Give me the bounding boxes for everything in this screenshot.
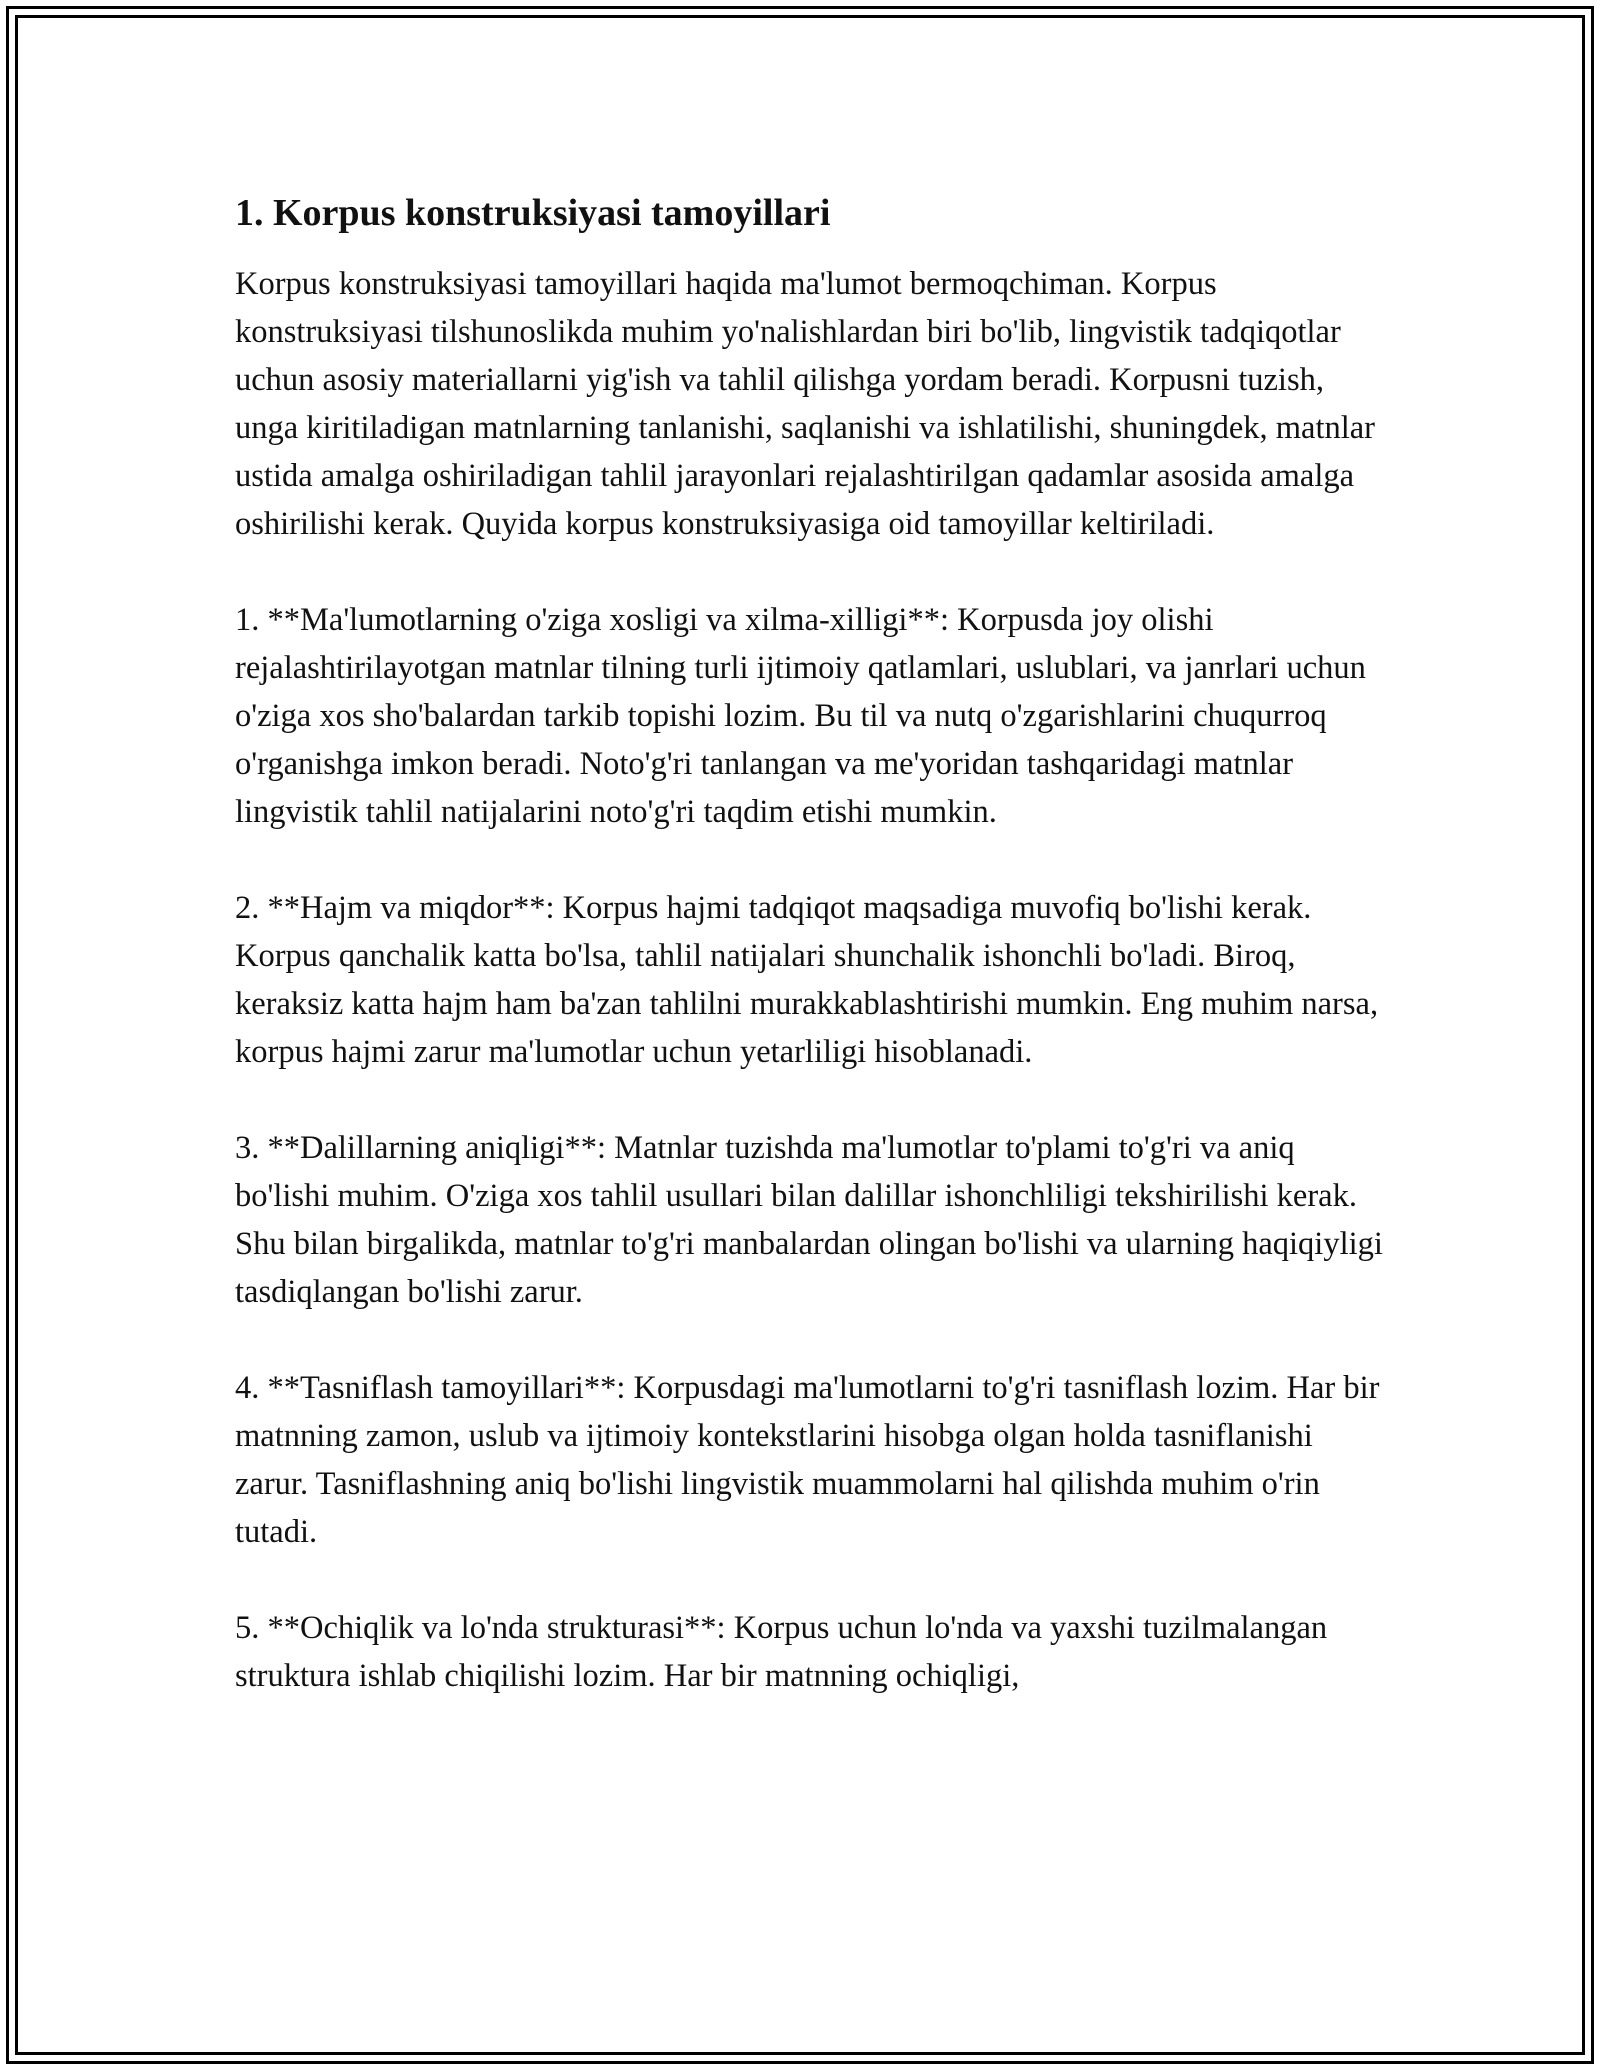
section-heading: 1. Korpus konstruksiyasi tamoyillari: [235, 192, 831, 234]
principle-2-paragraph: 2. **Hajm va miqdor**: Korpus hajmi tadqiqot maqsadiga muvofiq bo'lishi kerak. Korpus qanchalik katta bo'lsa, tahlil natijalari shunchalik ishonchli bo'ladi. Biroq, keraksiz katta hajm ham ba'zan tahlilni murakkablashtirishi mumkin. Eng muhim narsa, korpus hajmi zarur ma'lumotlar uchun yetarliligi hisoblanadi.: [235, 890, 1379, 1070]
principle-4-paragraph: 4. **Tasniflash tamoyillari**: Korpusdagi ma'lumotlarni to'g'ri tasniflash lozim. Har bir matnning zamon, uslub va ijtimoiy kontekstlarini hisobga olgan holda tasniflanishi zarur. Tasniflashning aniq bo'lishi lingvistik muammolarni hal qilishda muhim o'rin tutadi.: [235, 1370, 1380, 1550]
principle-5-paragraph: 5. **Ochiqlik va lo'nda strukturasi**: Korpus uchun lo'nda va yaxshi tuzilmalangan struktura ishlab chiqilishi lozim. Har bir matnning ochiqligi,: [235, 1610, 1328, 1694]
principle-3-paragraph: 3. **Dalillarning aniqligi**: Matnlar tuzishda ma'lumotlar to'plami to'g'ri va aniq bo'lishi muhim. O'ziga xos tahlil usullari bilan dalillar ishonchliligi tekshirilishi kerak. Shu bilan birgalikda, matnlar to'g'ri manbalardan olingan bo'lishi va ularning haqiqiyligi tasdiqlangan bo'lishi zarur.: [235, 1130, 1383, 1310]
document-body: [235, 188, 1385, 1748]
intro-paragraph: Korpus konstruksiyasi tamoyillari haqida ma'lumot bermoqchiman. Korpus konstruksiyasi tilshunoslikda muhim yo'nalishlardan biri bo'lib, lingvistik tadqiqotlar uchun asosiy materiallarni yig'ish va tahlil qilishga yordam beradi. Korpusni tuzish, unga kiritiladigan matnlarning tanlanishi, saqlanishi va ishlatilishi, shuningdek, matnlar ustida amalga oshiriladigan tahlil jarayonlari rejalashtirilgan qadamlar asosida amalga oshirilishi kerak. Quyida korpus konstruksiyasiga oid tamoyillar keltiriladi.: [235, 266, 1376, 542]
principle-1-paragraph: 1. **Ma'lumotlarning o'ziga xosligi va xilma-xilligi**: Korpusda joy olishi rejalashtirilayotgan matnlar tilning turli ijtimoiy qatlamlari, uslublari, va janrlari uchun o'ziga xos sho'balardan tarkib topishi lozim. Bu til va nutq o'zgarishlarini chuqurroq o'rganishga imkon beradi. Noto'g'ri tanlangan va me'yoridan tashqaridagi matnlar lingvistik tahlil natijalarini noto'g'ri taqdim etishi mumkin.: [235, 602, 1366, 830]
